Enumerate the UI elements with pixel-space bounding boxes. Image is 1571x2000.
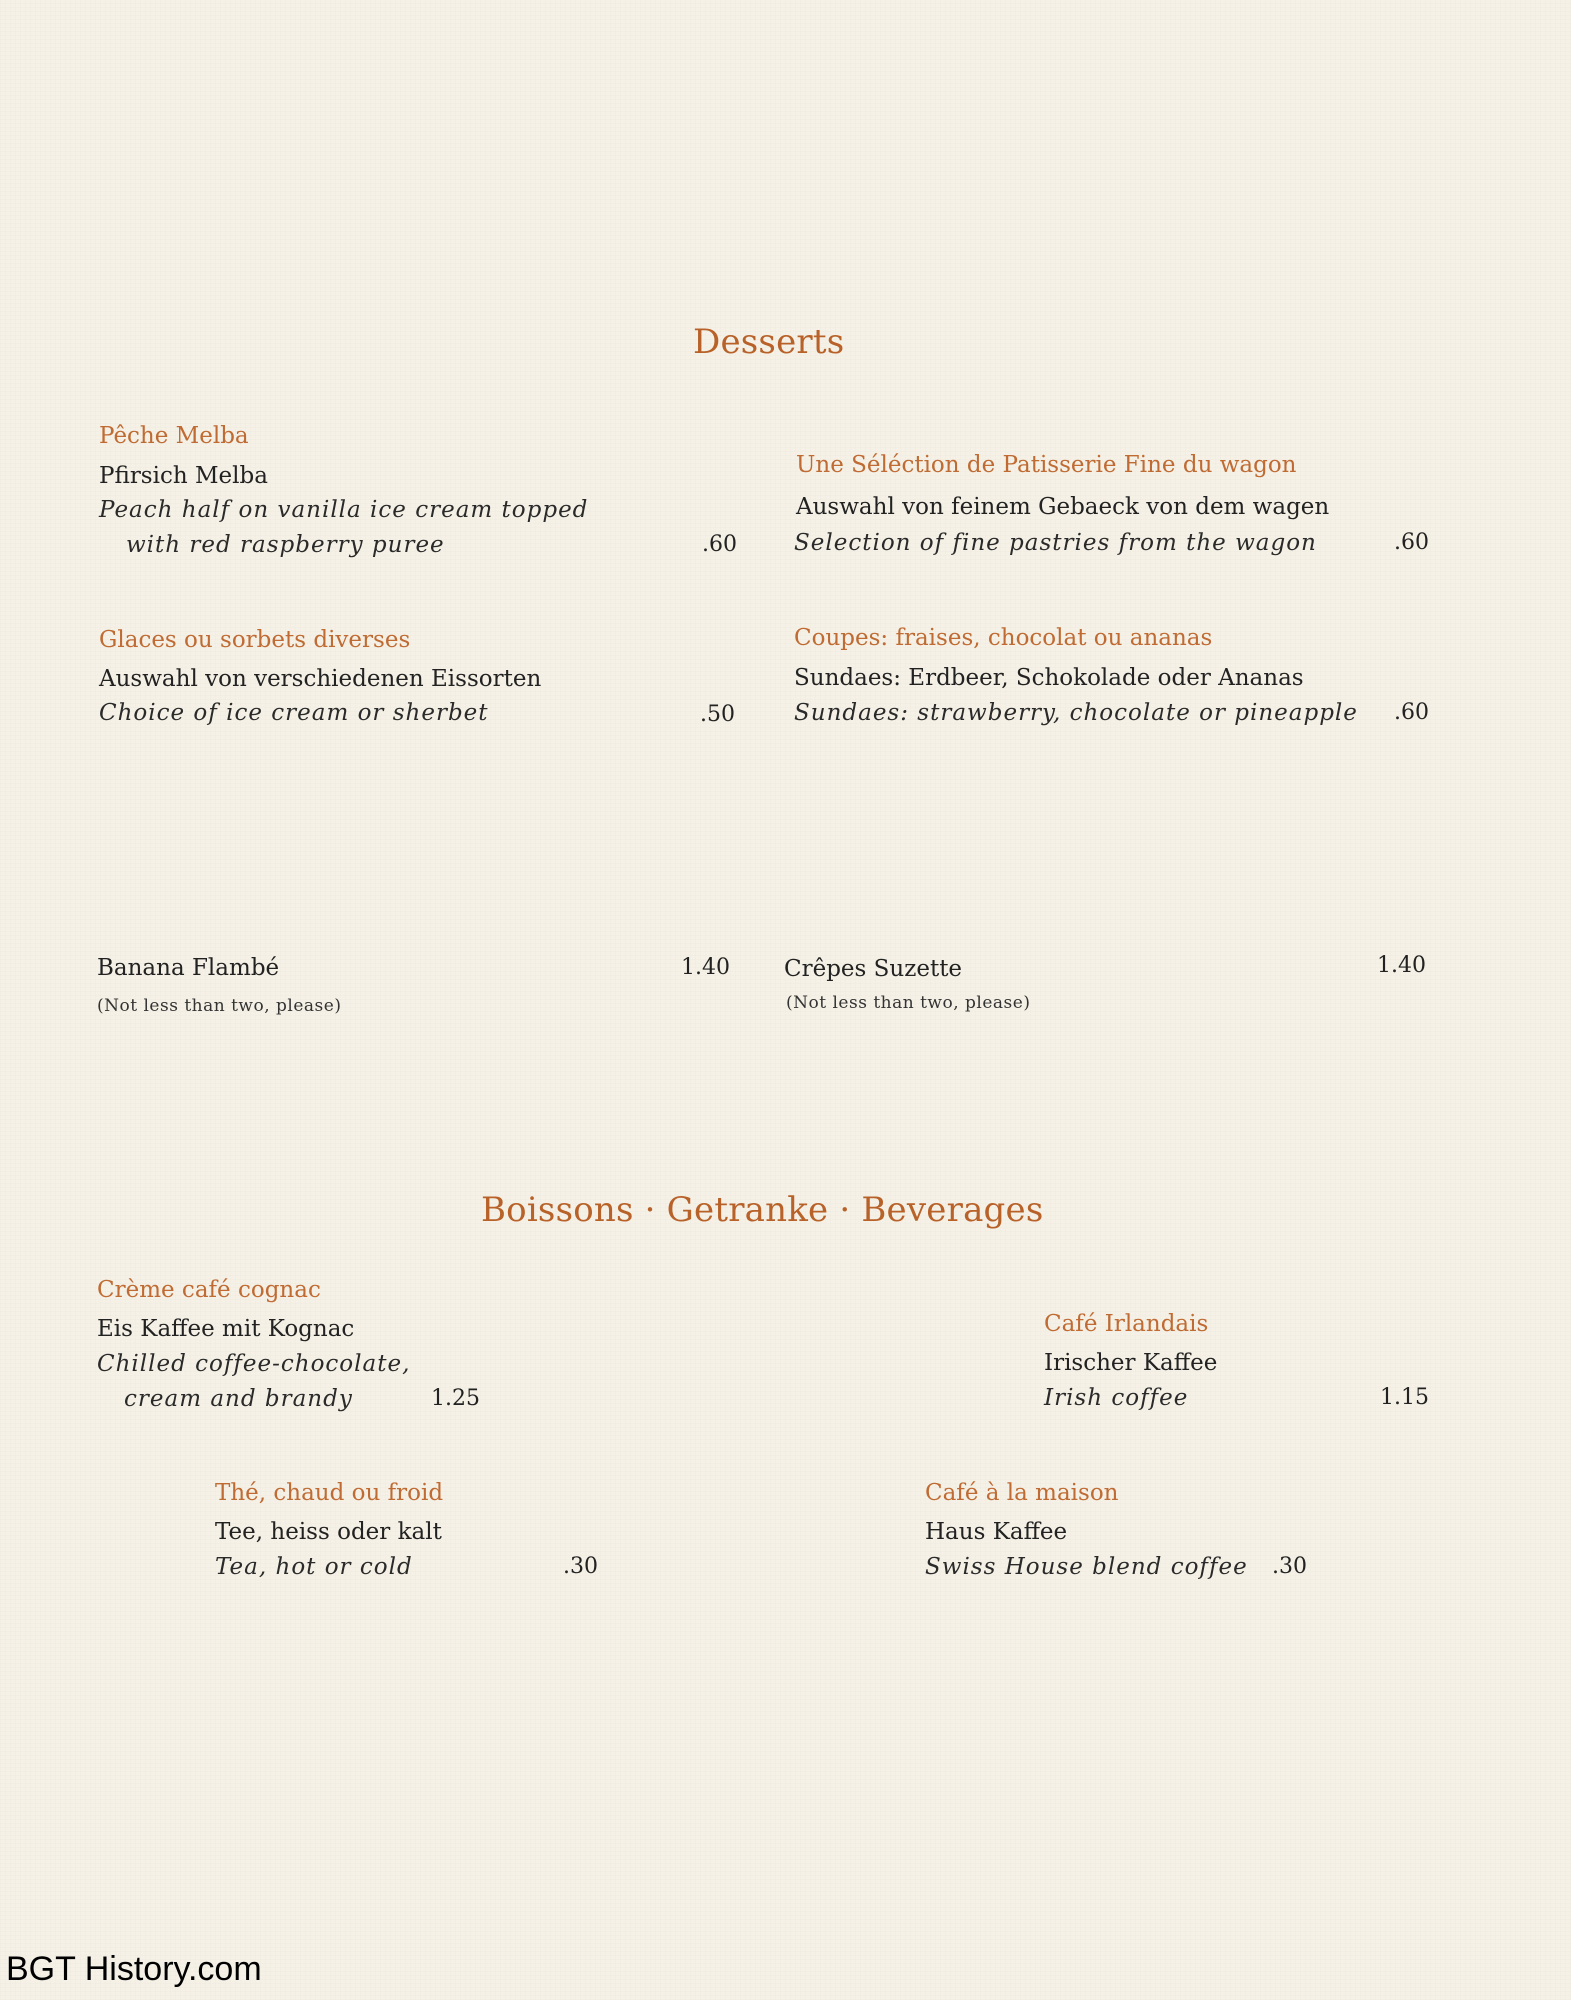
- crepes-suzette-name: Crêpes Suzette: [784, 956, 963, 982]
- banana-flambe-name: Banana Flambé: [97, 955, 280, 981]
- the-english: Tea, hot or cold: [215, 1554, 413, 1580]
- coupes-price: .60: [1394, 700, 1429, 725]
- glaces-german: Auswahl von verschiedenen Eissorten: [99, 666, 542, 692]
- peche-melba-english-line2: with red raspberry puree: [126, 532, 445, 558]
- peche-melba-french: Pêche Melba: [99, 423, 249, 449]
- creme-cafe-french: Crème café cognac: [97, 1277, 321, 1303]
- glaces-price: .50: [700, 702, 735, 727]
- glaces-french: Glaces ou sorbets diverses: [99, 627, 411, 653]
- creme-cafe-english-line2: cream and brandy: [124, 1386, 353, 1412]
- desserts-heading: Desserts: [693, 322, 845, 362]
- cafe-maison-price: .30: [1272, 1554, 1307, 1579]
- patisserie-german: Auswahl von feinem Gebaeck von dem wagen: [796, 494, 1330, 520]
- beverages-heading: Boissons · Getranke · Beverages: [481, 1190, 1044, 1230]
- patisserie-price: .60: [1394, 530, 1429, 555]
- cafe-maison-french: Café à la maison: [925, 1480, 1119, 1506]
- banana-flambe-note: (Not less than two, please): [97, 996, 342, 1016]
- crepes-suzette-price: 1.40: [1377, 953, 1426, 978]
- patisserie-english: Selection of fine pastries from the wagon: [794, 530, 1317, 556]
- cafe-irlandais-price: 1.15: [1380, 1385, 1429, 1410]
- cafe-maison-german: Haus Kaffee: [925, 1519, 1068, 1545]
- the-price: .30: [563, 1554, 598, 1579]
- peche-melba-german: Pfirsich Melba: [99, 463, 268, 489]
- glaces-english: Choice of ice cream or sherbet: [99, 700, 489, 726]
- cafe-maison-english: Swiss House blend coffee: [925, 1554, 1248, 1580]
- coupes-english: Sundaes: strawberry, chocolate or pineapple: [794, 700, 1358, 726]
- cafe-irlandais-french: Café Irlandais: [1044, 1311, 1209, 1337]
- peche-melba-price: .60: [702, 532, 737, 557]
- cafe-irlandais-english: Irish coffee: [1044, 1385, 1189, 1411]
- patisserie-french: Une Séléction de Patisserie Fine du wagon: [796, 452, 1297, 478]
- coupes-german: Sundaes: Erdbeer, Schokolade oder Ananas: [794, 665, 1304, 691]
- the-german: Tee, heiss oder kalt: [215, 1519, 442, 1545]
- peche-melba-english-line1: Peach half on vanilla ice cream topped: [99, 497, 589, 523]
- creme-cafe-german: Eis Kaffee mit Kognac: [97, 1316, 355, 1342]
- creme-cafe-price: 1.25: [431, 1386, 480, 1411]
- banana-flambe-price: 1.40: [681, 955, 730, 980]
- creme-cafe-english-line1: Chilled coffee-chocolate,: [97, 1351, 411, 1377]
- coupes-french: Coupes: fraises, chocolat ou ananas: [794, 625, 1213, 651]
- the-french: Thé, chaud ou froid: [215, 1480, 444, 1506]
- site-watermark: BGT History.com: [6, 1950, 262, 1988]
- cafe-irlandais-german: Irischer Kaffee: [1044, 1350, 1218, 1376]
- crepes-suzette-note: (Not less than two, please): [786, 993, 1031, 1013]
